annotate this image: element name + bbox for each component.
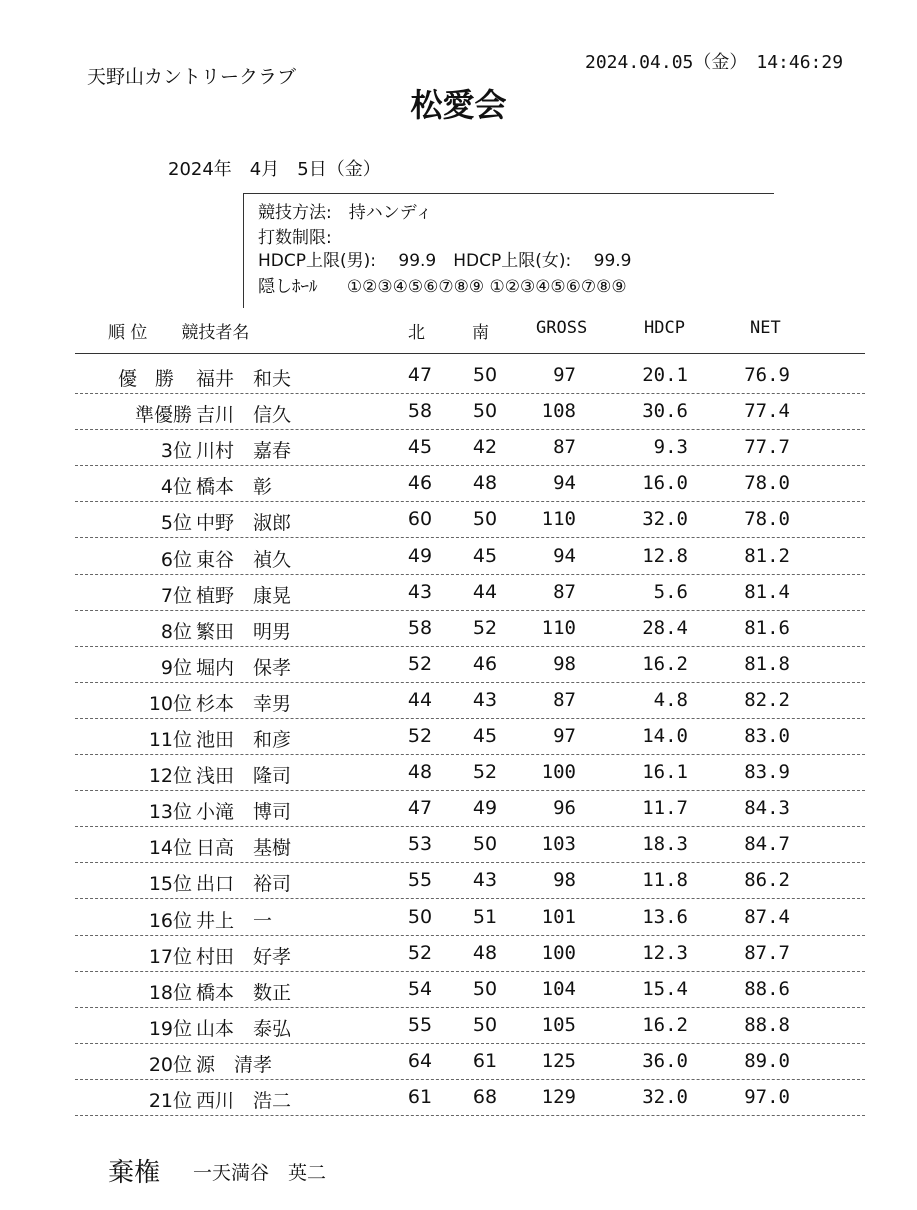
hdcp-cell: 13.6 <box>642 905 688 928</box>
player-name-cell: 出口 裕司 <box>196 873 292 896</box>
table-row <box>0 863 917 899</box>
player-name-cell: 小滝 博司 <box>196 801 292 824</box>
rank-cell: 15位 <box>148 873 192 896</box>
rank-cell: 21位 <box>148 1090 192 1112</box>
hdcp-cell: 28.4 <box>642 616 688 639</box>
table-row <box>0 394 917 430</box>
north-score-cell: 45 <box>407 436 433 459</box>
table-row <box>0 539 917 575</box>
net-cell: 83.0 <box>744 725 790 747</box>
print-timestamp: 2024.04.05（金） 14:46:29 <box>585 52 844 73</box>
hidden-holes-label: 隠しﾎｰﾙ <box>258 277 318 297</box>
hdcp-cell: 11.8 <box>642 869 688 892</box>
south-score-cell: 43 <box>472 688 498 711</box>
table-row <box>0 755 917 791</box>
header-divider <box>75 353 865 354</box>
net-cell: 81.4 <box>744 580 790 603</box>
player-name-cell: 福井 和夫 <box>196 368 292 390</box>
header-north: 北 <box>408 323 425 343</box>
player-name-cell: 川村 嘉春 <box>196 440 292 463</box>
rank-cell: 4位 <box>160 476 192 499</box>
south-score-cell: 50 <box>472 833 498 856</box>
table-row <box>0 575 917 611</box>
net-cell: 88.6 <box>744 977 790 1000</box>
gross-cell: 97 <box>553 364 576 386</box>
rank-cell: 9位 <box>160 656 192 679</box>
net-cell: 81.8 <box>744 652 790 675</box>
rank-cell: 17位 <box>148 945 192 968</box>
hdcp-cell: 12.3 <box>642 941 688 964</box>
gross-cell: 98 <box>553 869 576 892</box>
table-row <box>0 683 917 719</box>
north-score-cell: 52 <box>407 941 433 964</box>
north-score-cell: 58 <box>407 616 433 639</box>
gross-cell: 97 <box>553 725 576 747</box>
gross-cell: 108 <box>541 400 576 423</box>
rank-cell: 19位 <box>148 1017 192 1040</box>
player-name-cell: 中野 淑郎 <box>196 512 292 535</box>
player-name-cell: 浅田 隆司 <box>196 765 292 788</box>
north-score-cell: 52 <box>407 652 433 675</box>
gross-cell: 103 <box>541 833 576 856</box>
rank-cell: 20位 <box>148 1053 192 1076</box>
south-score-cell: 50 <box>472 364 498 386</box>
player-name-cell: 繁田 明男 <box>196 620 292 643</box>
net-cell: 97.0 <box>744 1086 790 1108</box>
player-name-cell: 橋本 数正 <box>196 981 292 1004</box>
net-cell: 84.7 <box>744 833 790 856</box>
net-cell: 86.2 <box>744 869 790 892</box>
north-score-cell: 55 <box>407 869 433 892</box>
gross-cell: 87 <box>553 688 576 711</box>
hdcp-cell: 32.0 <box>642 508 688 531</box>
header-hdcp: HDCP <box>644 318 685 338</box>
hdcp-cell: 15.4 <box>642 977 688 1000</box>
player-name-cell: 池田 和彦 <box>196 729 292 751</box>
gross-cell: 101 <box>541 905 576 928</box>
table-row <box>0 1044 917 1080</box>
north-score-cell: 47 <box>407 364 433 386</box>
gross-cell: 94 <box>553 544 576 567</box>
club-name: 天野山カントリークラブ <box>87 66 297 88</box>
table-row <box>0 936 917 972</box>
rank-cell: 10位 <box>148 692 192 715</box>
north-score-cell: 53 <box>407 833 433 856</box>
net-cell: 84.3 <box>744 797 790 820</box>
hdcp-cell: 16.2 <box>642 652 688 675</box>
gross-cell: 110 <box>541 508 576 531</box>
north-score-cell: 52 <box>407 725 433 747</box>
player-name-cell: 井上 一 <box>196 909 273 932</box>
row-divider <box>75 1115 865 1116</box>
gross-cell: 96 <box>553 797 576 820</box>
results-table-header <box>0 318 917 350</box>
south-score-cell: 50 <box>472 977 498 1000</box>
table-row <box>0 647 917 683</box>
header-gross: GROSS <box>536 318 588 338</box>
gross-cell: 110 <box>541 616 576 639</box>
page-title: 松愛会 <box>410 86 507 124</box>
north-score-cell: 47 <box>407 797 433 820</box>
south-score-cell: 50 <box>472 1013 498 1036</box>
player-name-cell: 村田 好孝 <box>196 945 292 968</box>
rank-cell: 13位 <box>148 801 192 824</box>
north-score-cell: 64 <box>407 1049 433 1072</box>
south-score-cell: 48 <box>472 941 498 964</box>
player-name-cell: 山本 泰弘 <box>196 1017 292 1040</box>
net-cell: 87.7 <box>744 941 790 964</box>
south-score-cell: 45 <box>472 725 498 747</box>
net-cell: 83.9 <box>744 761 790 784</box>
gross-cell: 125 <box>541 1049 576 1072</box>
table-row <box>0 791 917 827</box>
hdcp-cell: 36.0 <box>642 1049 688 1072</box>
event-date: 2024年 4月 5日（金） <box>168 159 381 180</box>
player-name-cell: 日高 基樹 <box>196 837 292 860</box>
north-score-cell: 48 <box>407 761 433 784</box>
north-score-cell: 49 <box>407 544 433 567</box>
gross-cell: 87 <box>553 436 576 459</box>
hdcp-cell: 32.0 <box>642 1086 688 1108</box>
net-cell: 89.0 <box>744 1049 790 1072</box>
net-cell: 77.4 <box>744 400 790 423</box>
table-row <box>0 466 917 502</box>
south-score-cell: 68 <box>472 1086 498 1108</box>
net-cell: 76.9 <box>744 364 790 386</box>
hdcp-cell: 12.8 <box>642 544 688 567</box>
table-row <box>0 900 917 936</box>
rank-cell: 14位 <box>148 837 192 860</box>
table-row <box>0 502 917 538</box>
hdcp-cell: 16.0 <box>642 472 688 495</box>
hdcp-cell: 16.2 <box>642 1013 688 1036</box>
gross-cell: 104 <box>541 977 576 1000</box>
rank-cell: 12位 <box>148 765 192 788</box>
table-row <box>0 358 917 394</box>
withdrawal-label: 棄権 <box>108 1158 161 1188</box>
net-cell: 88.8 <box>744 1013 790 1036</box>
net-cell: 81.6 <box>744 616 790 639</box>
north-score-cell: 43 <box>407 580 433 603</box>
north-score-cell: 60 <box>407 508 433 531</box>
table-row <box>0 430 917 466</box>
table-row <box>0 611 917 647</box>
hidden-holes <box>258 272 627 297</box>
stroke-limit: 打数制限: <box>258 228 332 248</box>
south-score-cell: 44 <box>472 580 498 603</box>
south-score-cell: 46 <box>472 652 498 675</box>
north-score-cell: 61 <box>407 1086 433 1108</box>
hdcp-cell: 16.1 <box>642 761 688 784</box>
withdrawal-entry: 一天満谷 英二 <box>193 1162 327 1184</box>
gross-cell: 129 <box>541 1086 576 1108</box>
rank-cell: 8位 <box>160 620 192 643</box>
rank-cell: 11位 <box>148 729 192 751</box>
north-score-cell: 44 <box>407 688 433 711</box>
rank-cell: 優勝 <box>117 368 192 390</box>
north-score-cell: 54 <box>407 977 433 1000</box>
rank-cell: 18位 <box>148 981 192 1004</box>
net-cell: 82.2 <box>744 688 790 711</box>
hidden-holes-value: ①②③④⑤⑥⑦⑧⑨ ①②③④⑤⑥⑦⑧⑨ <box>346 277 627 297</box>
north-score-cell: 46 <box>407 472 433 495</box>
net-cell: 81.2 <box>744 544 790 567</box>
hdcp-cell: 30.6 <box>642 400 688 423</box>
gross-cell: 100 <box>541 761 576 784</box>
hdcp-cell: 18.3 <box>642 833 688 856</box>
gross-cell: 100 <box>541 941 576 964</box>
hdcp-cell: 11.7 <box>642 797 688 820</box>
net-cell: 77.7 <box>744 436 790 459</box>
player-name-cell: 杉本 幸男 <box>196 692 292 715</box>
south-score-cell: 49 <box>472 797 498 820</box>
table-row <box>0 1080 917 1116</box>
south-score-cell: 45 <box>472 544 498 567</box>
rank-cell: 3位 <box>160 440 192 463</box>
north-score-cell: 55 <box>407 1013 433 1036</box>
table-row <box>0 972 917 1008</box>
hdcp-cell: 5.6 <box>653 580 688 603</box>
player-name-cell: 堀内 保孝 <box>196 656 292 679</box>
hdcp-cell: 14.0 <box>642 725 688 747</box>
north-score-cell: 50 <box>407 905 433 928</box>
player-name-cell: 植野 康晃 <box>196 584 292 607</box>
rank-cell: 準優勝 <box>134 404 192 427</box>
south-score-cell: 52 <box>472 761 498 784</box>
player-name-cell: 吉川 信久 <box>196 404 292 427</box>
south-score-cell: 52 <box>472 616 498 639</box>
net-cell: 78.0 <box>744 508 790 531</box>
net-cell: 78.0 <box>744 472 790 495</box>
hdcp-cell: 9.3 <box>653 436 688 459</box>
header-net: NET <box>750 318 781 338</box>
north-score-cell: 58 <box>407 400 433 423</box>
south-score-cell: 61 <box>472 1049 498 1072</box>
rank-cell: 16位 <box>148 909 192 932</box>
player-name-cell: 西川 浩二 <box>196 1090 292 1112</box>
rank-cell: 7位 <box>160 584 192 607</box>
competition-method: 競技方法: 持ハンディ <box>258 203 433 223</box>
table-row <box>0 1008 917 1044</box>
player-name-cell: 東谷 禎久 <box>196 548 292 571</box>
table-row <box>0 827 917 863</box>
hdcp-limits: HDCP上限(男): 99.9 HDCP上限(女): 99.9 <box>258 251 632 271</box>
south-score-cell: 42 <box>472 436 498 459</box>
gross-cell: 87 <box>553 580 576 603</box>
gross-cell: 98 <box>553 652 576 675</box>
hdcp-cell: 20.1 <box>642 364 688 386</box>
hdcp-cell: 4.8 <box>653 688 688 711</box>
header-rank-name: 順 位 競技者名 <box>108 323 250 343</box>
net-cell: 87.4 <box>744 905 790 928</box>
south-score-cell: 51 <box>472 905 498 928</box>
table-row <box>0 719 917 755</box>
gross-cell: 94 <box>553 472 576 495</box>
rank-cell: 6位 <box>160 548 192 571</box>
south-score-cell: 50 <box>472 400 498 423</box>
gross-cell: 105 <box>541 1013 576 1036</box>
header-south: 南 <box>472 323 489 343</box>
rank-cell: 5位 <box>160 512 192 535</box>
south-score-cell: 50 <box>472 508 498 531</box>
competition-info-box <box>243 193 774 308</box>
player-name-cell: 橋本 彰 <box>196 476 273 499</box>
player-name-cell: 源 清孝 <box>196 1053 273 1076</box>
south-score-cell: 43 <box>472 869 498 892</box>
south-score-cell: 48 <box>472 472 498 495</box>
